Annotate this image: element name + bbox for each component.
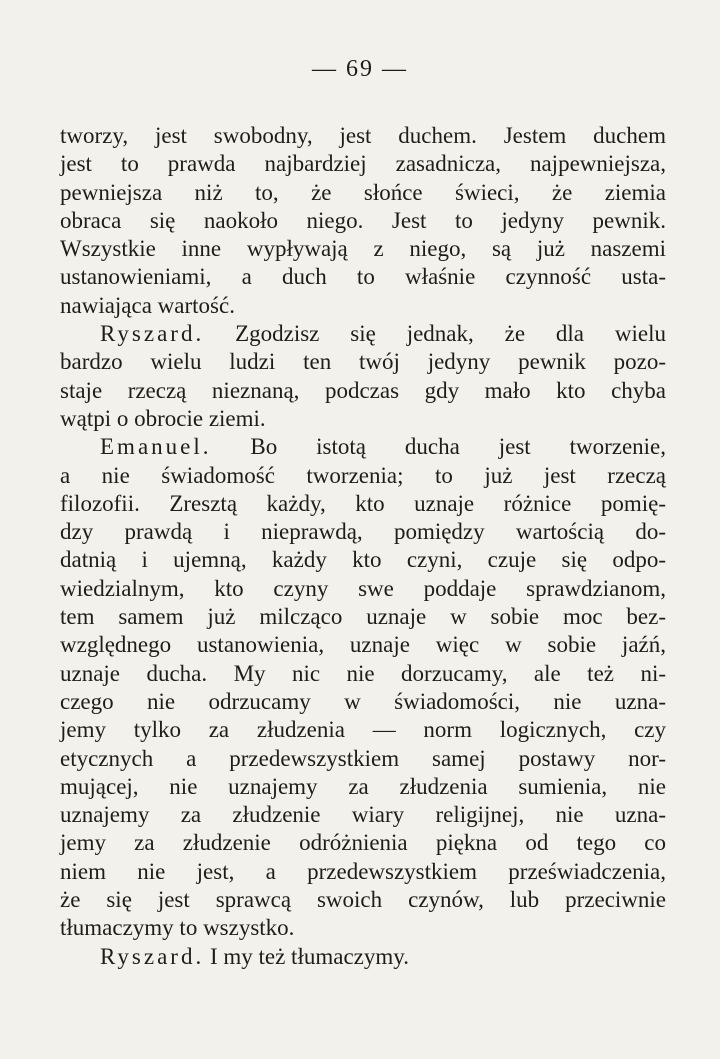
text-line [60,405,666,433]
text-line [60,179,666,207]
line-text: filozofii. Zresztą każdy, kto uznaje różnice pomię- [60,490,666,516]
text-line [60,801,666,829]
line-text: dzy prawdą i nieprawdą, pomiędzy wartością do- [60,519,666,545]
text-line [60,263,666,291]
text-line [60,745,666,773]
line-text: uznajemy za złudzenie wiary religijnej, nie uzna- [60,802,666,828]
line-text: niem nie jest, a przedewszystkiem przeświadczenia, [60,858,666,884]
line-text: jemy tylko za złudzenia — norm logicznych, czy [60,717,666,743]
line-text: uznaje ducha. My nic nie dorzucamy, ale też ni- [60,660,666,686]
line-text: jemy za złudzenie odróżnienia piękna od tego co [60,830,666,856]
line-text: Wszystkie inne wypływają z niego, są już naszemi [60,236,666,262]
line-text: tem samem już milcząco uznaje w sobie moc bez- [60,604,666,630]
line-text: mującej, nie uznajemy za złudzenia sumienia, nie [60,773,666,799]
text-line [60,377,666,405]
line-text: Zgodzisz się jednak, że dla wielu [204,321,666,347]
line-text: I my też tłumaczymy. [204,943,410,969]
line-text: pewniejsza niż to, że słońce świeci, że ziemia [60,179,666,205]
line-text: nawiająca wartość. [60,292,235,318]
text-line [60,122,666,150]
line-text: tłumaczymy to wszystko. [60,915,295,941]
text-line [60,660,666,688]
text-line [60,546,666,574]
line-text: względnego ustanowienia, uznaje więc w sobie jaźń, [60,632,666,658]
text-line [60,914,666,942]
text-line [60,433,666,461]
line-text: staje rzeczą nieznaną, podczas gdy mało kto chyba [60,377,666,403]
line-text: ustanowieniami, a duch to właśnie czynność usta- [60,264,666,290]
text-line [60,943,666,971]
text-line [60,631,666,659]
line-text: czego nie odrzucamy w świadomości, nie uzna- [60,688,666,714]
text-line [60,518,666,546]
line-text: wiedzialnym, kto czyny swe poddaje sprawdzianom, [60,575,666,601]
text-line [60,150,666,178]
text-line [60,716,666,744]
speaker-name: Ryszard. [100,943,205,969]
line-text: etycznych a przedewszystkiem samej postawy nor- [60,745,666,771]
page-number-header: — 69 — [312,56,408,82]
line-text: Bo istotą ducha jest tworzenie, [211,434,666,460]
line-text: obraca się naokoło niego. Jest to jedyny pewnik. [60,207,666,233]
text-line [60,829,666,857]
line-text: że się jest sprawcą swoich czynów, lub przeciwnie [60,887,666,913]
line-text: bardzo wielu ludzi ten twój jedyny pewnik pozo- [60,349,666,375]
text-line [60,773,666,801]
text-line [60,348,666,376]
text-line [60,207,666,235]
speaker-name: Ryszard. [100,321,205,347]
body-text [60,122,666,971]
text-line [60,320,666,348]
line-text: datnią i ujemną, każdy kto czyni, czuje się odpo- [60,547,666,573]
text-line [60,235,666,263]
line-text: wątpi o obrocie ziemi. [60,405,266,431]
text-line [60,688,666,716]
line-text: a nie świadomość tworzenia; to już jest rzeczą [60,462,666,488]
text-line [60,490,666,518]
text-line [60,462,666,490]
text-line [60,292,666,320]
line-text: tworzy, jest swobodny, jest duchem. Jestem duchem [60,123,666,148]
text-line [60,603,666,631]
line-text: jest to prawda najbardziej zasadnicza, najpewniejsza, [60,151,666,177]
speaker-name: Emanuel. [100,434,212,460]
text-line [60,858,666,886]
text-line [60,886,666,914]
text-line [60,575,666,603]
